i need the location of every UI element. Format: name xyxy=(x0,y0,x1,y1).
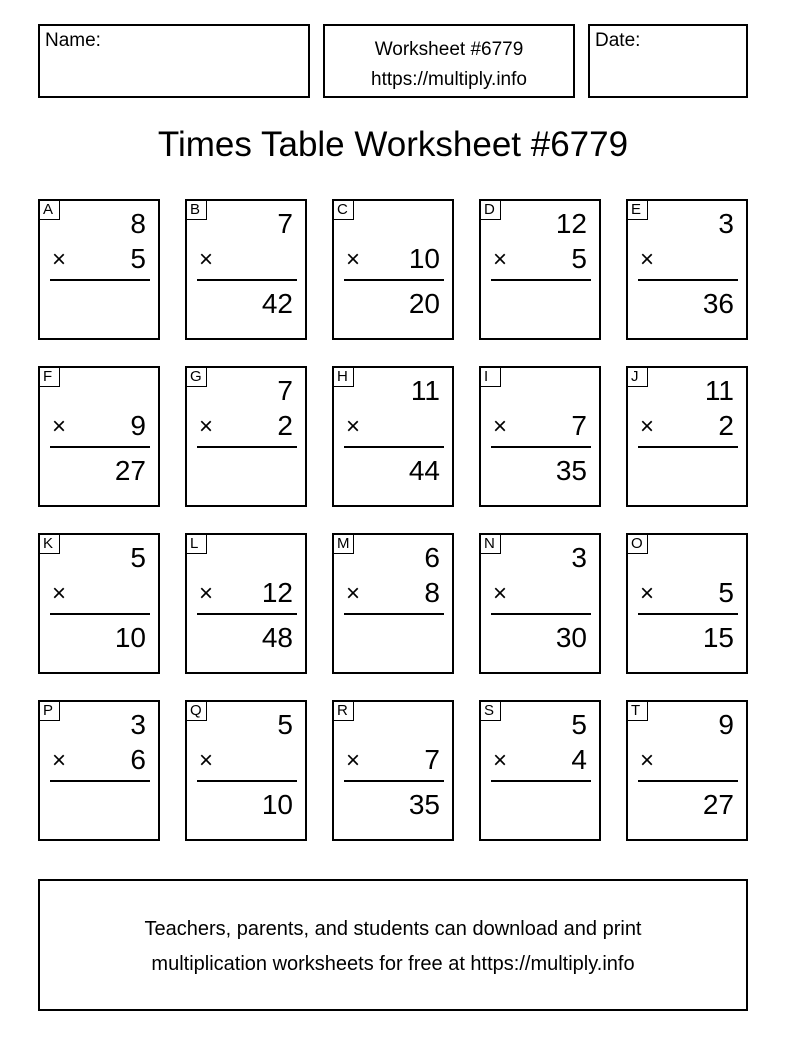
problem-cell-h xyxy=(332,366,454,507)
answer: 20 xyxy=(408,288,440,319)
answer-rule xyxy=(344,279,444,281)
bottom-operand: 5 xyxy=(130,243,146,274)
page-title: Times Table Worksheet #6779 xyxy=(157,125,629,164)
answer-rule xyxy=(344,780,444,782)
times-symbol: × xyxy=(640,246,655,273)
problem-cell-i xyxy=(479,366,601,507)
answer-rule xyxy=(50,446,150,448)
bottom-operand: 7 xyxy=(424,744,440,775)
problem-cell-m xyxy=(332,533,454,674)
problem-letter: C xyxy=(334,201,354,220)
problem-letter: P xyxy=(40,702,60,721)
bottom-operand: 2 xyxy=(277,410,293,441)
problem-cell-s xyxy=(479,700,601,841)
problem-cell-e xyxy=(626,199,748,340)
bottom-operand: 10 xyxy=(408,243,440,274)
top-operand: 12 xyxy=(555,208,587,239)
problem-cell-j xyxy=(626,366,748,507)
answer-rule xyxy=(197,446,297,448)
times-symbol: × xyxy=(346,246,361,273)
problem-cell-d xyxy=(479,199,601,340)
site-url: https://multiply.info xyxy=(371,69,527,90)
answer-rule xyxy=(638,613,738,615)
bottom-operand: 4 xyxy=(571,744,587,775)
answer-rule xyxy=(50,279,150,281)
bottom-operand: 8 xyxy=(424,577,440,608)
times-symbol: × xyxy=(52,747,67,774)
bottom-operand: 5 xyxy=(571,243,587,274)
top-operand: 3 xyxy=(130,709,146,740)
top-operand: 11 xyxy=(410,375,440,406)
times-symbol: × xyxy=(199,246,214,273)
problem-letter: E xyxy=(628,201,648,220)
answer-rule xyxy=(638,279,738,281)
footer-line-1: Teachers, parents, and students can download and print xyxy=(144,918,642,940)
answer: 10 xyxy=(261,789,293,820)
answer: 30 xyxy=(555,622,587,653)
problem-letter: K xyxy=(40,535,60,554)
times-symbol: × xyxy=(199,747,214,774)
problem-letter: I xyxy=(481,368,501,387)
times-symbol: × xyxy=(199,580,214,607)
times-symbol: × xyxy=(346,747,361,774)
problem-cell-n xyxy=(479,533,601,674)
times-symbol: × xyxy=(640,747,655,774)
answer-rule xyxy=(344,613,444,615)
problem-letter: A xyxy=(40,201,60,220)
top-operand: 3 xyxy=(718,208,734,239)
problem-letter: L xyxy=(187,535,207,554)
date-label: Date: xyxy=(595,30,641,51)
answer-rule xyxy=(491,446,591,448)
answer-rule xyxy=(491,780,591,782)
top-operand: 11 xyxy=(704,375,734,406)
answer: 27 xyxy=(702,789,734,820)
times-symbol: × xyxy=(52,246,67,273)
top-operand: 9 xyxy=(718,709,734,740)
bottom-operand: 12 xyxy=(261,577,293,608)
problem-cell-r xyxy=(332,700,454,841)
problem-letter: J xyxy=(628,368,648,387)
top-operand: 7 xyxy=(277,208,293,239)
problem-cell-c xyxy=(332,199,454,340)
answer-rule xyxy=(491,279,591,281)
answer: 10 xyxy=(114,622,146,653)
problem-letter: Q xyxy=(187,702,207,721)
name-field-box[interactable] xyxy=(38,24,310,98)
bottom-operand: 2 xyxy=(718,410,734,441)
bottom-operand: 7 xyxy=(571,410,587,441)
problem-letter: M xyxy=(334,535,354,554)
problem-letter: F xyxy=(40,368,60,387)
footer-line-2: multiplication worksheets for free at https://multiply.info xyxy=(151,953,635,975)
problem-cell-q xyxy=(185,700,307,841)
answer-rule xyxy=(50,780,150,782)
times-symbol: × xyxy=(493,413,508,440)
problem-letter: S xyxy=(481,702,501,721)
answer-rule xyxy=(344,446,444,448)
problem-letter: B xyxy=(187,201,207,220)
answer: 27 xyxy=(114,455,146,486)
problem-cell-p xyxy=(38,700,160,841)
bottom-operand: 6 xyxy=(130,744,146,775)
date-field-box[interactable] xyxy=(588,24,748,98)
problem-letter: R xyxy=(334,702,354,721)
times-symbol: × xyxy=(493,246,508,273)
problem-letter: G xyxy=(187,368,207,387)
times-symbol: × xyxy=(52,580,67,607)
footer-box xyxy=(38,879,748,1011)
answer-rule xyxy=(491,613,591,615)
answer-rule xyxy=(638,780,738,782)
problem-cell-o xyxy=(626,533,748,674)
answer: 15 xyxy=(702,622,734,653)
answer: 42 xyxy=(261,288,293,319)
top-operand: 7 xyxy=(277,375,293,406)
problem-cell-t xyxy=(626,700,748,841)
bottom-operand: 5 xyxy=(718,577,734,608)
times-symbol: × xyxy=(52,413,67,440)
top-operand: 8 xyxy=(130,208,146,239)
top-operand: 3 xyxy=(571,542,587,573)
top-operand: 5 xyxy=(277,709,293,740)
bottom-operand: 9 xyxy=(130,410,146,441)
problem-cell-k xyxy=(38,533,160,674)
answer: 44 xyxy=(408,455,440,486)
answer: 48 xyxy=(261,622,293,653)
worksheet-info-box xyxy=(323,24,575,98)
times-symbol: × xyxy=(199,413,214,440)
problem-cell-l xyxy=(185,533,307,674)
times-symbol: × xyxy=(640,413,655,440)
answer-rule xyxy=(197,613,297,615)
answer-rule xyxy=(50,613,150,615)
answer-rule xyxy=(197,279,297,281)
times-symbol: × xyxy=(346,580,361,607)
times-symbol: × xyxy=(346,413,361,440)
problem-cell-b xyxy=(185,199,307,340)
answer-rule xyxy=(197,780,297,782)
problem-letter: T xyxy=(628,702,648,721)
problem-letter: N xyxy=(481,535,501,554)
problem-letter: H xyxy=(334,368,354,387)
times-symbol: × xyxy=(493,580,508,607)
times-symbol: × xyxy=(493,747,508,774)
problem-letter: O xyxy=(628,535,648,554)
problem-letter: D xyxy=(481,201,501,220)
problem-cell-g xyxy=(185,366,307,507)
top-operand: 6 xyxy=(424,542,440,573)
answer: 35 xyxy=(555,455,587,486)
top-operand: 5 xyxy=(130,542,146,573)
answer-rule xyxy=(638,446,738,448)
answer: 36 xyxy=(702,288,734,319)
name-label: Name: xyxy=(45,30,101,51)
problem-cell-f xyxy=(38,366,160,507)
worksheet-id: Worksheet #6779 xyxy=(374,39,524,60)
problem-cell-a xyxy=(38,199,160,340)
answer: 35 xyxy=(408,789,440,820)
times-symbol: × xyxy=(640,580,655,607)
top-operand: 5 xyxy=(571,709,587,740)
